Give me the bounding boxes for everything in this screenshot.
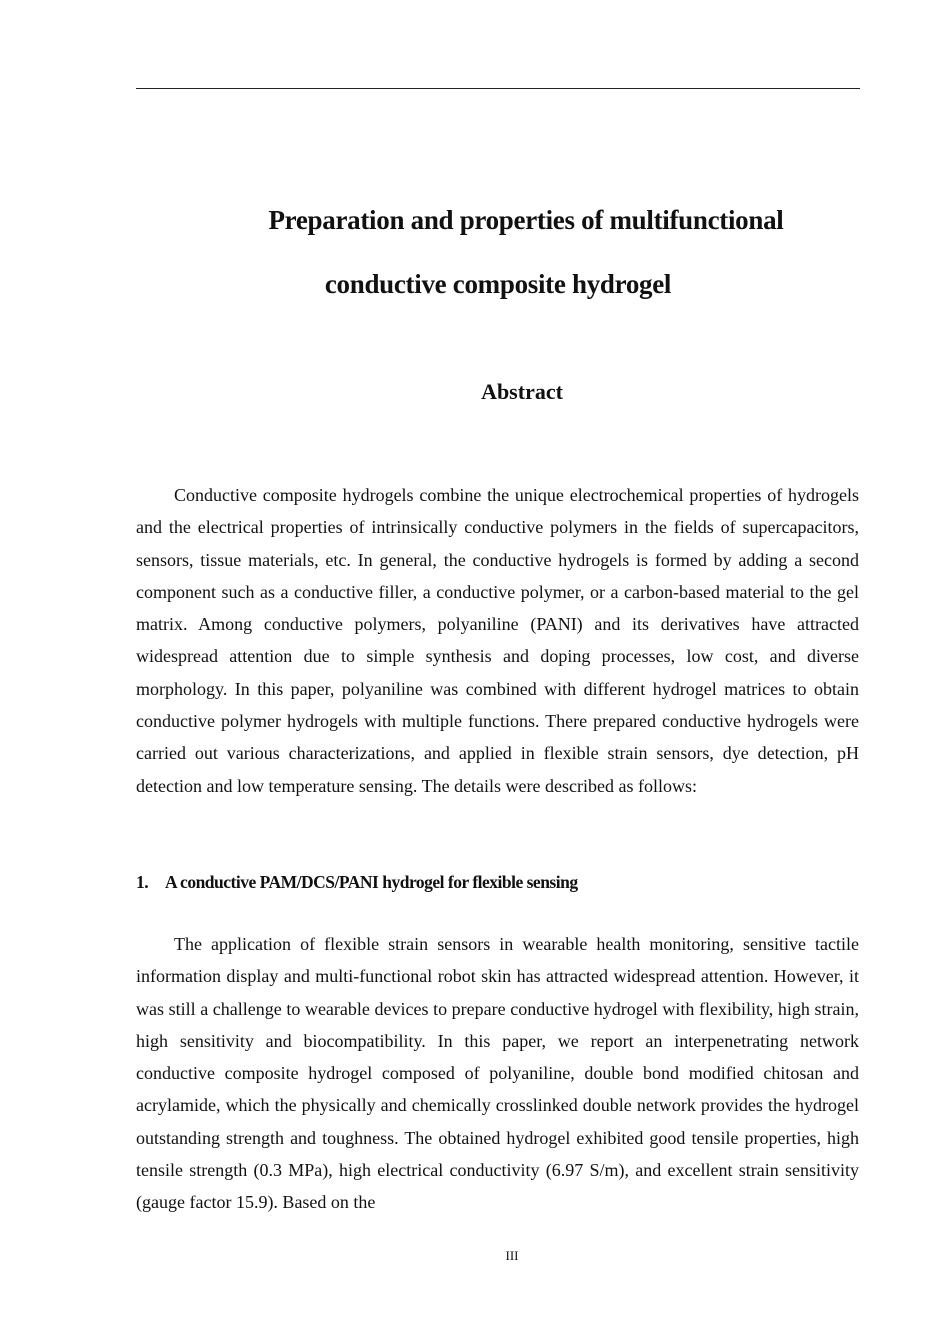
abstract-paragraph-intro: Conductive composite hydrogels combine the unique electrochemical properties of hydrogels and the electrical properties of intrinsically conductive polymers in the fields of supercapacitors, sensors, tissue materials, etc. In general, the conductive hydrogels is formed by adding a second component such as a conductive filler, a conductive polymer, or a carbon-based material to the gel matrix. Among conductive polymers, polyaniline (PANI) and its derivatives have attracted widespread attention due to simple synthesis and doping processes, low cost, and diverse morphology. In this paper, polyaniline was combined with different hydrogel matrices to obtain conductive polymer hydrogels with multiple functions. There prepared conductive hydrogels were carried out various characterizations, and applied in flexible strain sensors, dye detection, pH detection and low temperature sensing. The details were described as follows: xyxy=(136,485,859,796)
document-title xyxy=(136,188,860,316)
document-title-line-2: conductive composite hydrogel xyxy=(324,269,672,299)
section-1-paragraph: The application of flexible strain sensors in wearable health monitoring, sensitive tactile information display and multi-functional robot skin has attracted widespread attention. However, it was still a challenge to wearable devices to prepare conductive hydrogel with flexibility, high strain, high sensitivity and biocompatibility. In this paper, we report an interpenetrating network conductive composite hydrogel composed of polyaniline, double bond modified chitosan and acrylamide, which the physically and chemically crosslinked double network provides the hydrogel outstanding strength and toughness. The obtained hydrogel exhibited good tensile properties, high tensile strength (0.3 MPa), high electrical conductivity (6.97 S/m), and excellent strain sensitivity (gauge factor 15.9). Based on the xyxy=(136,934,859,1213)
header-rule xyxy=(136,88,860,89)
page-number: III xyxy=(505,1248,519,1263)
document-title-line-1: Preparation and properties of multifunctional xyxy=(268,205,784,235)
section-title: A conductive PAM/DCS/PANI hydrogel for flexible sensing xyxy=(165,872,578,892)
section-number: 1. xyxy=(136,872,149,892)
abstract-heading: Abstract xyxy=(481,379,563,404)
section-heading-1 xyxy=(136,869,578,895)
